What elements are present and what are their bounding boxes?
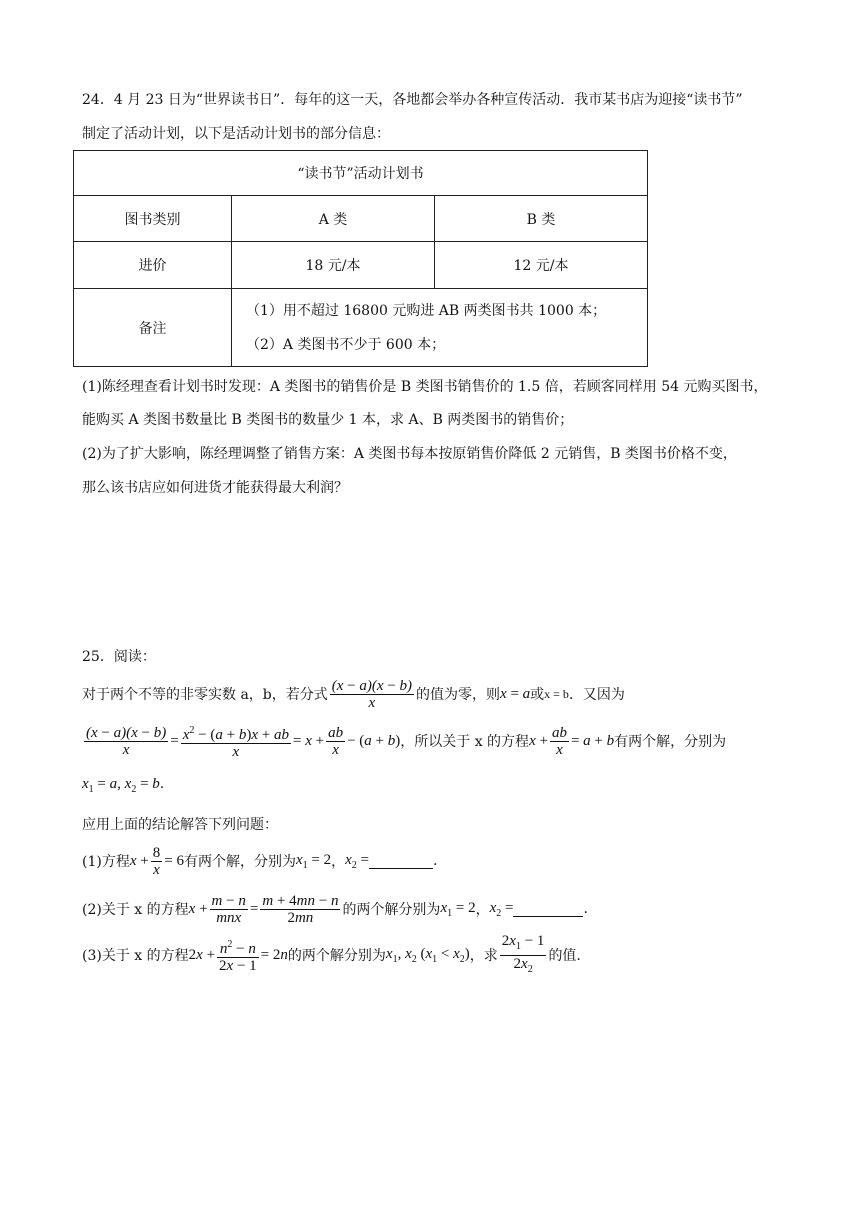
formula-fraction-1: $\frac{(x - a)(x - b)}{x}$ [331,677,413,711]
remark-1: （1）用不超过 16800 元购进 AB 两类图书共 1000 本； [246,302,607,319]
formula-p1-x2: $x_2$ = [345,851,369,871]
q24-intro-line1: 24．4 月 23 日为“世界读书日”．每年的这一天，各地都会举办各种宣传活动．我市某书店为迎接“读书节” [82,92,743,108]
q25-para3 [82,774,164,800]
formula-p1-x: x + [129,852,149,869]
q25-para1-text-d: ．又因为 [568,687,625,703]
table-cell-price-a: 18 元/本 [232,242,435,289]
formula-x-eq-a: x = a [500,685,531,702]
q25-part1-text-a: (1)方程 [82,854,130,870]
q24-part2-line1: (2)为了扩大影响，陈经理调整了销售方案：A 类图书每本按原销售价降低 2 元销售，B 类图书价格不变， [82,446,737,462]
q24-part1-line1: (1)陈经理查看计划书时发现：A 类图书的销售价是 B 类图书销售价的 1.5 倍，若顾客同样用 54 元购买图书， [82,379,768,395]
table-cell-class-b: B 类 [435,196,648,242]
formula-p3-target-fraction: $\frac{2x_1 - 1}{2x_2}$ [501,932,545,975]
q24-part2-line2: 那么该书店应如何进货才能获得最大利润？ [82,480,348,496]
formula-fraction-2: $\frac{(x - a)(x - b)}{x}$ [86,724,167,758]
activity-plan-table [73,150,648,367]
q25-heading: 25．阅读： [82,649,156,665]
table-cell-remarks [232,289,648,367]
formula-p3-rhs: = 2n [260,946,288,963]
formula-p1-x1: $x_1 = 2$ [295,851,332,871]
table-cell-price-b: 12 元/本 [435,242,648,289]
table-cell-class-a: A 类 [232,196,435,242]
q25-para1 [82,674,625,714]
formula-p3-solutions: $x_1$, $x_2$ $(x_1 < x_2)$ [385,945,470,965]
q25-part2-text-c: ， [475,902,490,918]
q25-part1 [82,841,437,881]
q25-part1-text-d: . [432,853,438,869]
q25-part2-text-d: . [583,901,588,917]
formula-fraction-5: $\frac{ab}{x}$ [551,724,567,758]
formula-solutions: $x_1 = a$, $x_2 = b$ [82,776,160,795]
q25-para2-text-a: ，所以关于 x 的方程 [400,734,530,750]
formula-p2-fraction-lhs: $\frac{m - n}{\text{mnx}}$ [211,892,246,926]
formula-equals-1: = [170,732,179,749]
formula-expansion: = x + [292,732,325,749]
formula-equation-rhs: = a + b [570,732,615,749]
formula-p3-2x: 2x + [188,946,216,963]
q25-part3-text-c: ，求 [469,948,498,964]
table-cell-category-label: 图书类别 [74,196,232,242]
q25-para3-end: . [159,776,165,792]
formula-p2-x: x + [188,900,208,917]
q25-part3-text-b: 的两个解分别为 [287,948,386,964]
formula-p2-equals: = [249,900,259,917]
q25-part2 [82,887,588,931]
formula-p1-fraction: $\frac{8}{x}$ [152,844,161,878]
remark-2: （2）A 类图书不少于 600 本； [246,336,446,353]
q25-para2 [82,719,726,763]
table-title: “读书节”活动计划书 [74,151,648,196]
q25-para1-text-c: 或 [530,687,545,703]
formula-x-eq-b: x = b [544,686,569,701]
q25-part1-text-b: 有两个解，分别为 [183,854,296,870]
q25-part1-text-c: ， [331,854,346,870]
q25-part2-text-a: (2)关于 x 的方程 [82,902,189,918]
q25-para2-text-b: 有两个解，分别为 [614,734,727,750]
table-cell-price-label: 进价 [74,242,232,289]
q25-para1-text-b: 的值为零，则 [416,687,501,703]
answer-blank-2[interactable] [513,902,583,917]
q25-part3-text-d: 的值. [548,948,581,964]
q24-part1-line2: 能购买 A 类图书数量比 B 类图书的数量少 1 本，求 A、B 两类图书的销售价； [82,412,574,428]
q25-part2-text-b: 的两个解分别为 [342,902,441,918]
formula-p3-fraction: $\frac{n^2 - n}{2x - 1}$ [219,938,257,974]
q25-apply: 应用上面的结论解答下列问题： [82,817,278,833]
q25-part3-text-a: (3)关于 x 的方程 [82,948,189,964]
formula-minus-sum: − (a + b) [347,732,401,749]
formula-p2-fraction-rhs: $\frac{m + 4mn - n}{2mn}$ [262,892,339,926]
formula-p2-x2: $x_2$ = [489,899,514,919]
formula-fraction-4: $\frac{ab}{x}$ [328,724,344,758]
q25-part3 [82,932,581,978]
answer-blank-1[interactable] [369,854,433,869]
formula-fraction-3: $\frac{x^2 - (a + b)x + ab}{x}$ [182,724,289,760]
formula-p2-x1: $x_1 = 2$ [440,899,476,919]
table-cell-remarks-label: 备注 [74,289,232,367]
formula-equation-lhs: x + [529,732,548,749]
formula-p1-rhs: = 6 [164,852,184,869]
q25-para1-text-a: 对于两个不等的非零实数 a，b，若分式 [82,687,328,703]
q24-intro-line2: 制定了活动计划，以下是活动计划书的部分信息： [82,126,390,142]
